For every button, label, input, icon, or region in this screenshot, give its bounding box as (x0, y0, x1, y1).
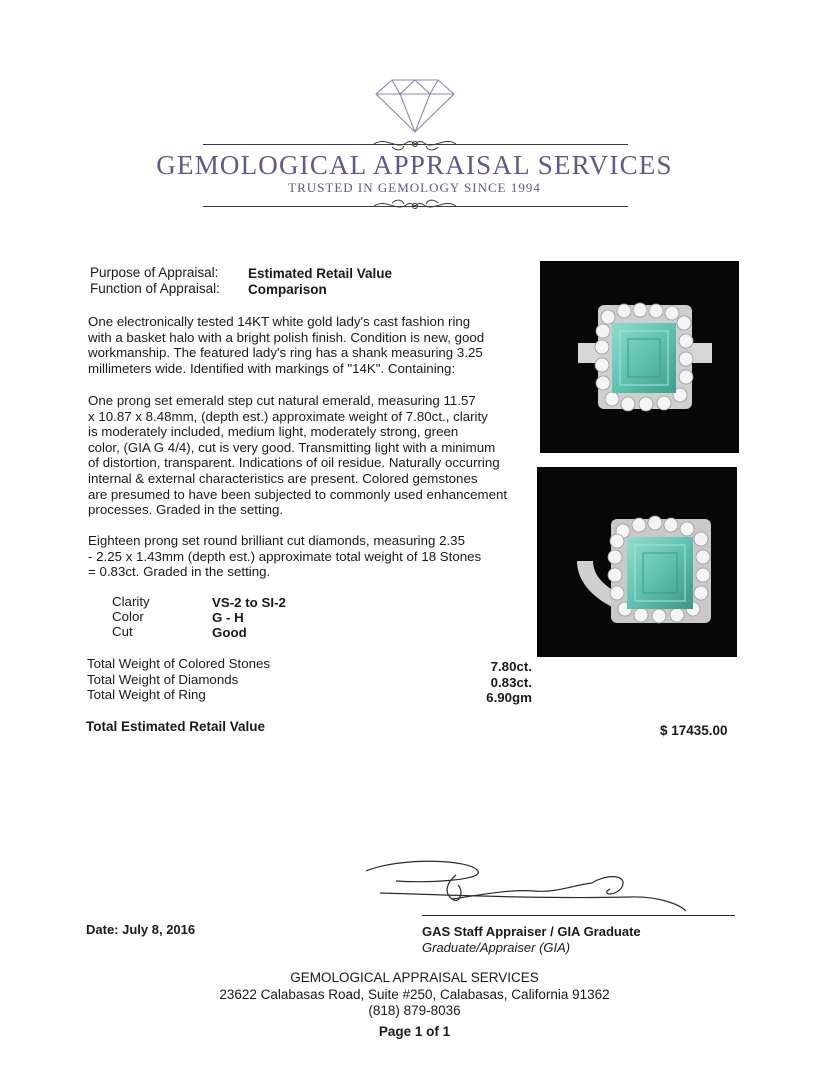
ring-photo-top-view (540, 261, 739, 453)
ring-description: One electronically tested 14KT white gold lady's cast fashion ring with a basket halo with a bright polish finish. Condition is new, good workmanship. The featured lady's ring has a shank measuring 3.25 millimeters wide. Identified with markings of "14K". Containing: (88, 314, 485, 376)
diamonds-weight-label: Total Weight of Diamonds (87, 672, 239, 687)
appraiser-signature (360, 855, 690, 917)
colored-stones-weight-value: 7.80ct. (490, 659, 532, 674)
clarity-label: Clarity (112, 594, 150, 609)
cut-value: Good (212, 625, 247, 640)
company-name: GEMOLOGICAL APPRAISAL SERVICES (156, 150, 673, 180)
footer-phone: (818) 879-8036 (368, 1003, 461, 1018)
color-label: Color (112, 609, 144, 624)
ornament-swirl-bottom (372, 197, 458, 215)
retail-value-amount: $ 17435.00 (660, 723, 728, 738)
ring-weight-value: 6.90gm (486, 690, 532, 705)
appraiser-credential: Graduate/Appraiser (GIA) (422, 940, 571, 955)
colored-stones-weight-label: Total Weight of Colored Stones (87, 656, 271, 671)
signature-line (422, 915, 735, 916)
ring-photo-angle-view (537, 467, 737, 657)
purpose-value: Estimated Retail Value (248, 266, 393, 281)
footer-address: 23622 Calabasas Road, Suite #250, Calabasas, California 91362 (219, 987, 610, 1002)
appraisal-date: Date: July 8, 2016 (86, 922, 196, 937)
emerald-description: One prong set emerald step cut natural emerald, measuring 11.57 x 10.87 x 8.48mm, (depth est.) approximate weight of 7.80ct., clarity is moderately included, medium light, moderately strong, green color, (GIA G 4/4), cut is very good. Transmitting light with a minimum of distortion, transparent. Indications of oil residue. Naturally occurring internal & external characteristics are present. Colored gemstones are presumed to have been subjected to commonly used enhancement processes. Graded in the setting. (88, 393, 508, 518)
function-label: Function of Appraisal: (90, 281, 220, 296)
function-value: Comparison (248, 282, 327, 297)
diamonds-weight-value: 0.83ct. (490, 675, 532, 690)
purpose-label: Purpose of Appraisal: (90, 265, 219, 280)
company-tagline: TRUSTED IN GEMOLOGY SINCE 1994 (288, 180, 541, 195)
diamond-description: Eighteen prong set round brilliant cut diamonds, measuring 2.35 - 2.25 x 1.43mm (depth est.) approximate total weight of 18 Stones = 0.83ct. Graded in the setting. (88, 533, 482, 580)
color-value: G - H (212, 610, 244, 625)
clarity-value: VS-2 to SI-2 (212, 595, 286, 610)
diamond-logo-icon (372, 78, 458, 134)
appraiser-title: GAS Staff Appraiser / GIA Graduate (422, 924, 641, 939)
page-number: Page 1 of 1 (378, 1024, 451, 1039)
retail-value-label: Total Estimated Retail Value (86, 719, 266, 734)
footer-company: GEMOLOGICAL APPRAISAL SERVICES (290, 970, 539, 985)
ring-weight-label: Total Weight of Ring (87, 687, 206, 702)
cut-label: Cut (112, 624, 133, 639)
